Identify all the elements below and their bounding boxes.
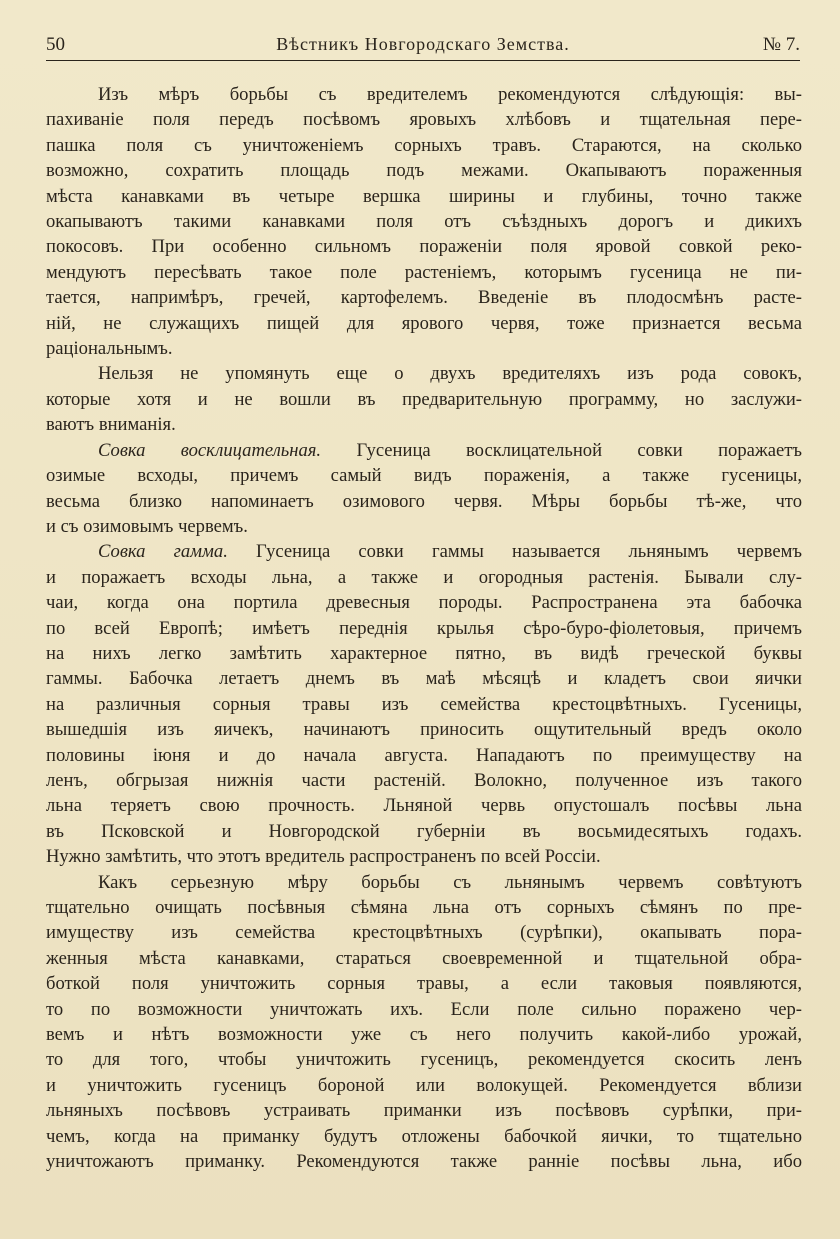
text-line: мендуютъ пересѣвать такое поле растеніемъ, которымъ гусеница не пи- <box>46 261 802 283</box>
text-line: и поражаетъ всходы льна, а также и огородныя растенія. Бывали слу- <box>46 566 802 588</box>
text-line: на различныя сорныя травы изъ семейства крестоцвѣтныхъ. Гусеницы, <box>46 693 802 715</box>
text-line: половины іюня и до начала августа. Нападаютъ по преимуществу на <box>46 744 802 766</box>
text-line: то по возможности уничтожать ихъ. Если поле сильно поражено чер- <box>46 998 802 1020</box>
issue-number: № 7. <box>762 34 800 55</box>
text-line: чаи, когда она портила древесныя породы. Распространена эта бабочка <box>46 592 802 614</box>
text-line: которые хотя и не вошли въ предварительную программу, но заслужи- <box>46 388 802 410</box>
text-line: ленъ, обгрызая нижнія части растеній. Волокно, полученное изъ такого <box>46 769 802 791</box>
text-line: чемъ, когда на приманку будутъ отложены бабочкой яички, то тщательно <box>46 1125 802 1147</box>
text-line: покосовъ. При особенно сильномъ пораженіи поля яровой совкой реко- <box>46 236 802 258</box>
text-line: возможно, сохратить площадь подъ межами. Окапываютъ пораженныя <box>46 160 802 182</box>
text-line: Какъ серьезную мѣру борьбы съ льнянымъ червемъ совѣтуютъ <box>98 871 802 893</box>
text-line: пашка поля съ уничтоженіемъ сорныхъ травъ. Стараются, на сколько <box>46 134 802 156</box>
text-line: озимые всходы, причемъ самый видъ пораженія, а также гусеницы, <box>46 465 802 487</box>
italic-heading: Совка гамма. <box>98 541 228 563</box>
text-line: весьма близко напоминаетъ озимового червя. Мѣры борьбы тѣ-же, что <box>46 490 802 512</box>
paragraph <box>46 539 802 869</box>
text-line: и уничтожить гусеницъ бороной или волокущей. Рекомендуется вблизи <box>46 1074 802 1096</box>
text-line <box>46 438 802 463</box>
text-line: Нельзя не упомянуть еще о двухъ вредителяхъ изъ рода совокъ, <box>98 363 802 385</box>
text-line: тается, напримѣръ, гречей, картофелемъ. Введеніе въ плодосмѣнъ расте- <box>46 287 802 309</box>
text-line: имуществу изъ семейства крестоцвѣтныхъ (сурѣпки), окапывать пора- <box>46 922 802 944</box>
text-segment: Гусеница восклицательной совки поражаетъ <box>321 439 802 461</box>
text-line: Изъ мѣръ борьбы съ вредителемъ рекомендуются слѣдующія: вы- <box>98 84 802 105</box>
text-line: ваютъ вниманія. <box>46 414 176 436</box>
running-header <box>46 34 800 62</box>
text-line: уничтожаютъ приманку. Рекомендуются также ранніе посѣвы льна, ибо <box>46 1151 802 1173</box>
paragraph <box>46 438 802 540</box>
text-line: льна теряетъ свою прочность. Льняной червь опустошалъ посѣвы льна <box>46 795 802 817</box>
text-line: окапываютъ такими канавками поля отъ съѣздныхъ дорогъ и дикихъ <box>46 211 802 233</box>
text-line: ній, не служащихъ пищей для ярового червя, тоже признается весьма <box>46 312 802 334</box>
text-line: пахиваніе поля передъ посѣвомъ яровыхъ хлѣбовъ и тщательная пере- <box>46 109 802 131</box>
text-line: женныя мѣста канавками, стараться своевременной и тщательной обра- <box>46 947 802 969</box>
text-line: вемъ и нѣтъ возможности уже съ него получить какой-либо урожай, <box>46 1024 802 1046</box>
header-rule <box>46 60 800 61</box>
text-line: гаммы. Бабочка летаетъ днемъ въ маѣ мѣсяцѣ и кладетъ свои яички <box>46 668 802 690</box>
page-number: 50 <box>46 34 65 55</box>
text-line: раціональнымъ. <box>46 338 173 360</box>
text-line: то для того, чтобы уничтожить гусеницъ, рекомендуется скосить ленъ <box>46 1049 802 1071</box>
text-line: боткой поля уничтожить сорныя травы, а если таковыя появляются, <box>46 973 802 995</box>
text-line: льняныхъ посѣвовъ устраивать приманки изъ посѣвовъ сурѣпки, при- <box>46 1100 802 1122</box>
paragraph <box>46 870 802 1175</box>
text-line: по всей Европѣ; имѣетъ переднія крылья сѣро-буро-фіолетовыя, причемъ <box>46 617 802 639</box>
text-line: вышедшія изъ яичекъ, начинаютъ приносить ощутительный вредъ около <box>46 719 802 741</box>
italic-heading: Совка восклицательная. <box>98 439 322 461</box>
text-segment: Гусеница совки гаммы называется льнянымъ червемъ <box>227 541 802 563</box>
paragraph <box>46 361 802 437</box>
text-line: Нужно замѣтить, что этотъ вредитель распространенъ по всей Россіи. <box>46 846 601 868</box>
text-line: на нихъ легко замѣтить характерное пятно, въ видѣ греческой буквы <box>46 642 802 664</box>
journal-title: Вѣстникъ Новгородскаго Земства. <box>276 34 570 54</box>
text-line: въ Псковской и Новгородской губерніи въ восьмидесятыхъ годахъ. <box>46 820 802 842</box>
text-line <box>46 539 802 564</box>
text-line: и съ озимовымъ червемъ. <box>46 515 248 537</box>
text-line: тщательно очищать посѣвныя сѣмяна льна отъ сорныхъ сѣмянъ по пре- <box>46 897 802 918</box>
paragraph <box>46 82 802 361</box>
article-body <box>46 82 802 1174</box>
text-line: мѣста канавками въ четыре вершка ширины и глубины, точно также <box>46 185 802 207</box>
